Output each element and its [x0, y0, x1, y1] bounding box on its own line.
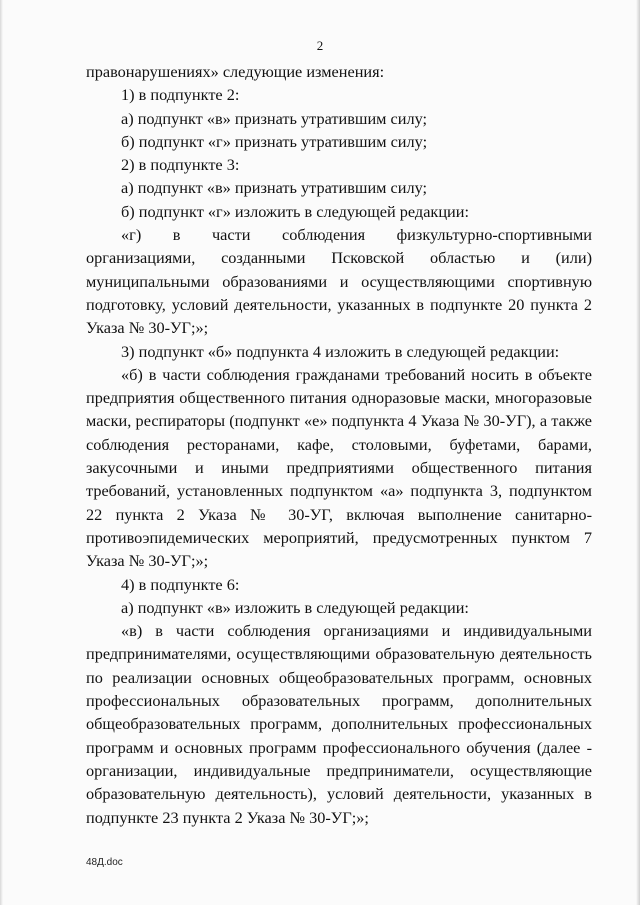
paragraph-intro-continuation: правонарушениях» следующие изменения:	[86, 62, 385, 81]
paragraph-quote-v: «в) в части соблюдения организациями и индивидуальными предпринимателями, осуществляющими образовательную деятельность по реализации основных общеобразовательных программ, основных профессиональных образовательных программ, дополнительных общеобразовательных программ, дополнительных профессиональных программ и основных программ профессионального обучения (далее - организации, индивидуальные предприниматели, осуществляющие образовательную деятельность), условий деятельности, указанных в подпункте 23 пункта 2 Указа № 30-УГ;»;	[86, 621, 592, 827]
paragraph-item-2: 2) в подпункте 3:	[121, 155, 240, 175]
paragraph-quote-g: «г) в части соблюдения физкультурно-спортивными организациями, созданными Псковской областью и (или) муниципальными образованиями и осуществляющими спортивную подготовку, условий деятельности, указанных в подпункте 20 пункта 2 Указа № 30-УГ;»;	[86, 225, 592, 338]
paragraph-item-3: 3) подпункт «б» подпункта 4 изложить в следующей редакции:	[121, 341, 560, 361]
document-body	[86, 60, 592, 829]
paragraph-quote-b: «б) в части соблюдения гражданами требований носить в объекте предприятия общественного питания одноразовые маски, многоразовые маски, респираторы (подпункт «е» подпункта 4 Указа № 30-УГ), а также соблюдения ресторанами, кафе, столовыми, буфетами, барами, закусочными и иными предприятиями общественного питания требований, установленных подпунктом «а» подпункта 3, подпунктом 22 пункта 2 Указа № 30-УГ, включая выполнение санитарно-противоэпидемических мероприятий, предусмотренных пунктом 7 Указа № 30-УГ;»;	[86, 364, 592, 571]
paragraph-item-1a: а) подпункт «в» признать утратившим силу;	[121, 108, 428, 128]
paragraph-item-4: 4) в подпункте 6:	[121, 574, 240, 594]
scan-edge-right	[636, 0, 640, 905]
paragraph-item-2b: б) подпункт «г» изложить в следующей редакции:	[121, 201, 469, 221]
paragraph-item-2a: а) подпункт «в» признать утратившим силу;	[121, 178, 428, 198]
paragraph-item-4a: а) подпункт «в» изложить в следующей редакции:	[121, 597, 469, 617]
file-name-footer: 48Д.doc	[86, 857, 123, 868]
paragraph-item-1b: б) подпункт «г» признать утратившим силу;	[121, 131, 428, 151]
page-number: 2	[316, 38, 324, 53]
paragraph-item-1: 1) в подпункте 2:	[121, 85, 240, 105]
scan-edge-left	[0, 0, 3, 905]
